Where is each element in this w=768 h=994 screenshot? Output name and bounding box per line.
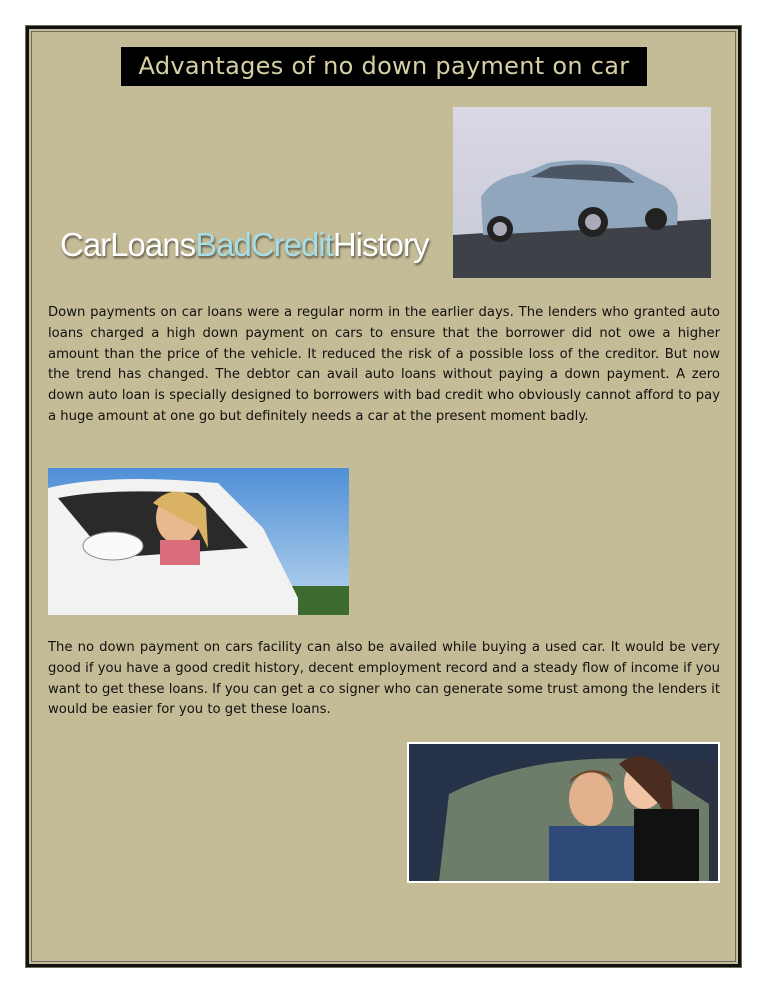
- paragraph-2: The no down payment on cars facility can also be availed while buying a used car. It would be very good if you have a good credit history, decent employment record and a steady flow of income if you want to get these loans. If you can get a co signer who can generate some trust among the lenders it would be easier for you to get these loans.: [48, 640, 720, 718]
- logo-text-badcredit: BadCredit: [195, 226, 333, 263]
- page-title: Advantages of no down payment on car: [121, 47, 647, 86]
- woman-in-car-photo: [48, 468, 349, 615]
- silver-sedan-photo: [453, 107, 711, 278]
- logo-text-carloans: CarLoans: [60, 226, 196, 263]
- logo-text-history: History: [332, 226, 429, 263]
- site-logo: [60, 226, 429, 264]
- couple-in-car-photo: [407, 742, 720, 883]
- paragraph-1: Down payments on car loans were a regular norm in the earlier days. The lenders who granted auto loans charged a high down payment on cars to ensure that the borrower did not owe a higher amount than the price of the vehicle. It reduced the risk of a possible loss of the creditor. But now the trend has changed. The debtor can avail auto loans without paying a down payment. A zero down auto loan is specially designed to borrowers with bad credit who obviously cannot afford to pay a huge amount at one go but definitely needs a car at the present moment badly.: [48, 305, 720, 424]
